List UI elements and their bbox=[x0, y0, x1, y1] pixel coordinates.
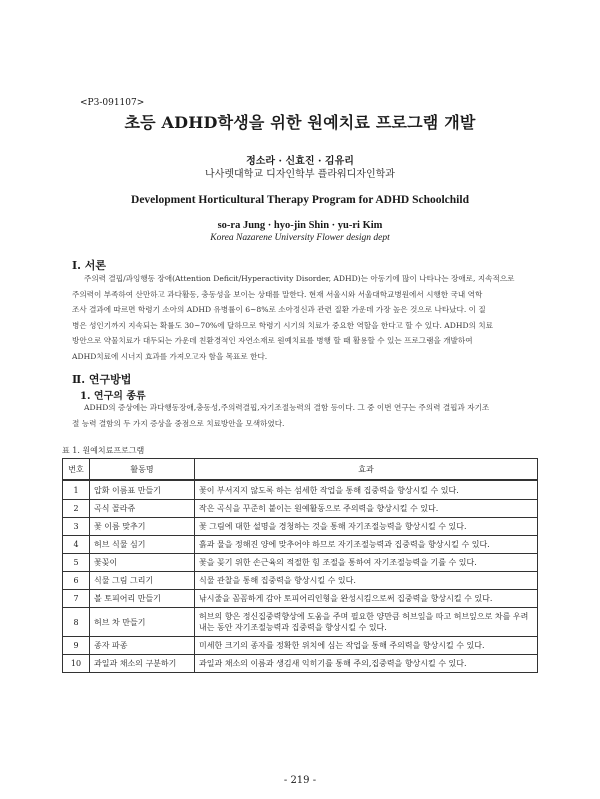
paragraph-line: 주의력 결핍/과잉행동 장애(Attention Deficit/Hyperactivity Disorder, ADHD)는 아동기에 많이 나타나는 장애로, 지속적으로 bbox=[84, 274, 515, 283]
row-activity: 허브 차 만들기 bbox=[90, 608, 195, 637]
row-effect: 식물 관찰을 통해 집중력을 향상시킬 수 있다. bbox=[195, 572, 538, 590]
title-korean: 초등 ADHD학생을 위한 원예치료 프로그램 개발 bbox=[124, 113, 476, 132]
row-number: 9 bbox=[63, 637, 90, 655]
program-table bbox=[62, 458, 538, 673]
row-effect: 과일과 채소의 이름과 생김새 익히기를 통해 주의,집중력을 향상시킬 수 있다. bbox=[195, 655, 538, 673]
row-number: 4 bbox=[63, 536, 90, 554]
row-activity: 압화 이름표 만들기 bbox=[90, 480, 195, 500]
paragraph-line: 절 능력 결함의 두 가지 증상을 중점으로 치료방안을 모색하였다. bbox=[72, 418, 285, 428]
header-activity: 활동명 bbox=[90, 459, 195, 481]
paragraph-line: 병은 성인기까지 지속되는 확률도 30~70%에 달하므로 학령기 시기의 치료가 중요한 역할을 한다고 할 수 있다. ADHD의 치료 bbox=[72, 320, 493, 330]
row-activity: 볼 토피어리 만들기 bbox=[90, 590, 195, 608]
row-effect: 꽃이 부서지지 않도록 하는 섬세한 작업을 통해 집중력을 향상시킬 수 있다. bbox=[195, 480, 538, 500]
table-row bbox=[63, 590, 538, 608]
table-caption: 표 1. 원예치료프로그램 bbox=[62, 446, 145, 455]
table-row bbox=[63, 554, 538, 572]
row-number: 2 bbox=[63, 500, 90, 518]
row-effect: 미세한 크기의 종자를 정확한 위치에 심는 작업을 통해 주의력을 향상시킬 수 있다. bbox=[195, 637, 538, 655]
paragraph-line: ADHD치료에 시너지 효과를 가져오고자 함을 목표로 한다. bbox=[72, 351, 268, 361]
paragraph-line: 조사 결과에 따르면 학령기 소아의 ADHD 유병률이 6~8%로 소아정신과 관련 질환 가운데 가장 높은 것으로 나타났다. 이 질 bbox=[72, 305, 486, 314]
row-number: 6 bbox=[63, 572, 90, 590]
table-row bbox=[63, 500, 538, 518]
table-row bbox=[63, 655, 538, 673]
row-effect: 흙과 물을 정해진 양에 맞추어야 하므로 자기조절능력과 집중력을 향상시킬 수 있다. bbox=[195, 536, 538, 554]
subsection-heading: 1. 연구의 종류 bbox=[80, 391, 146, 402]
authors-korean: 정소라 · 신효진 · 김유리 bbox=[246, 156, 354, 167]
row-number: 7 bbox=[63, 590, 90, 608]
row-activity: 식물 그림 그리기 bbox=[90, 572, 195, 590]
row-effect: 꽃을 꽂기 위한 손근육의 적절한 힘 조절을 통하여 자기조절능력을 기를 수 있다. bbox=[195, 554, 538, 572]
introduction-paragraph bbox=[72, 271, 534, 364]
table-row bbox=[63, 536, 538, 554]
row-number: 3 bbox=[63, 518, 90, 536]
title-english: Development Horticultural Therapy Program for ADHD Schoolchild bbox=[131, 194, 469, 206]
table-row bbox=[63, 572, 538, 590]
authors-english: so-ra Jung · hyo-jin Shin · yu-ri Kim bbox=[217, 220, 383, 231]
poster-code: <P3-091107> bbox=[80, 98, 145, 108]
row-activity: 종자 파종 bbox=[90, 637, 195, 655]
row-effect: 낚시줄을 꼼꼼하게 감아 토피어리인형을 완성시킴으로써 집중력을 향상시킬 수 있다. bbox=[195, 590, 538, 608]
paragraph-line: 방안으로 약물치료가 대두되는 가운데 친환경적인 자연소재로 원예치료를 병행 할 때 활용할 수 있는 프로그램을 개발하여 bbox=[72, 336, 473, 345]
row-number: 1 bbox=[63, 480, 90, 500]
row-activity: 과일과 채소의 구분하기 bbox=[90, 655, 195, 673]
row-activity: 허브 식물 심기 bbox=[90, 536, 195, 554]
methods-paragraph bbox=[72, 400, 534, 431]
row-effect: 꽃 그림에 대한 설명을 경청하는 것을 통해 자기조절능력을 향상시킬 수 있다. bbox=[195, 518, 538, 536]
row-activity: 곡식 꼴라쥬 bbox=[90, 500, 195, 518]
section-methods-heading: Ⅱ. 연구방법 bbox=[72, 373, 132, 386]
table-row bbox=[63, 637, 538, 655]
header-effect: 효과 bbox=[195, 459, 538, 481]
row-effect: 작은 곡식을 꾸준히 붙이는 원예활동으로 주의력을 향상시킬 수 있다. bbox=[195, 500, 538, 518]
affiliation-korean: 나사렛대학교 디자인학부 플라워디자인학과 bbox=[205, 169, 395, 180]
paragraph-line: 주의력이 부족하여 산만하고 과다활동, 충동성을 보이는 상태를 말한다. 현재 서울시와 서울대학교병원에서 시행한 국내 역학 bbox=[72, 289, 483, 299]
table-row bbox=[63, 480, 538, 500]
header-number: 번호 bbox=[63, 459, 90, 481]
page-number: - 219 - bbox=[283, 775, 317, 786]
table-row bbox=[63, 608, 538, 637]
row-activity: 꽃 이름 맞추기 bbox=[90, 518, 195, 536]
row-activity: 꽃꽂이 bbox=[90, 554, 195, 572]
paragraph-line: ADHD의 증상에는 과다행동장애,충동성,주의력결핍,자기조절능력의 결함 등이다. 그 중 이번 연구는 주의력 결핍과 자기조 bbox=[84, 403, 490, 412]
section-introduction-heading: Ⅰ. 서론 bbox=[72, 259, 107, 272]
table-header-row bbox=[63, 459, 538, 481]
affiliation-english: Korea Nazarene University Flower design dept bbox=[210, 233, 390, 243]
table-row bbox=[63, 518, 538, 536]
row-number: 10 bbox=[63, 655, 90, 673]
row-number: 8 bbox=[63, 608, 90, 637]
row-effect: 허브의 향은 정신집중력향상에 도움을 주며 필요한 양만큼 허브잎을 따고 허브잎으로 차를 우려내는 동안 자기조절능력과 집중력을 향상시킬 수 있다. bbox=[195, 608, 538, 637]
row-number: 5 bbox=[63, 554, 90, 572]
